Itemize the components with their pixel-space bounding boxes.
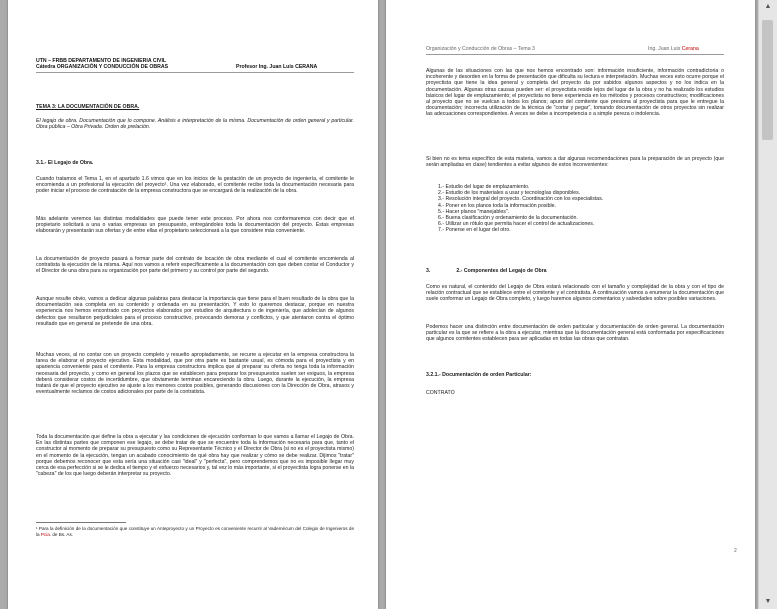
- professor-header: Profesor Ing. Juan Luis CERANA: [236, 64, 318, 70]
- course-header: Cátedra ORGANIZACIÓN Y CONDUCCIÓN DE OBRAS: [36, 64, 169, 70]
- running-author-surname: Cerana: [681, 46, 699, 52]
- paragraph: Aunque resulte obvio, vamos a dedicar algunas palabras para destacar la importancia que tiene para el buen resultado de la obra que la documentación sea completa en su contenido y ordenada en su presentación. Y esto lo queremos destacar, porque en nuestra experiencia nos hemos encontrado con proyectos elaborados por estudios de arquitectura o de ingeniería, que adolecían de algunos defectos que resultaron perjudiciales para el proceso constructivo, provocando demoras y conflictos, y que atentaron contra el óptimo resultado que en general se pretende de una obra.: [36, 296, 354, 327]
- footnote-text: ¹ Para la definición de la documentación que constituye un Anteproyecto y un Proyecto es conveniente recurrir al Vademécum del Colegio de Ingenieros de la: [36, 526, 354, 537]
- section-heading: 3.1.- El Legajo de Obra.: [36, 160, 94, 166]
- document-page-2: [386, 0, 755, 609]
- document-page-1: [8, 0, 378, 609]
- paragraph: Algunas de las situaciones con las que nos hemos encontrado son: información insuficiente, información contradictoria o incoherente y desorden en la forma de presentación que dificulta su lectura e interpretación. Muchas veces esto ocurre porque el proyectista que tiene la idea general y completa del proyecto da por sabidos algunos aspectos y no los indica en la documentación. Algunas otras causas pueden ser: el proyectista reside lejos del lugar de la obra y no ha realizado los estudios básicos del lugar de emplazamiento; el proyectista no tiene experiencia en los métodos y procesos constructivos; modificaciones al proyecto que no se vuelcan a todos los planos; apuro del comitente que presiona al proyectista para que le entregue la documentación; incorrecta utilización de la técnica de "cortar y pegar", tomando documentación de otros proyectos sin realizar las adecuaciones correspondientes. A veces se debe a incompetencia o a simple pereza o indolencia.: [426, 68, 724, 118]
- page-number: 2: [734, 548, 737, 554]
- paragraph: Si bien no es tema específico de esta materia, vamos a dar algunas recomendaciones para la preparación de un proyecto (que serán ampliadas en clase) tendientes a evitar algunos de estos inconvenientes:: [426, 156, 724, 169]
- section-number: 3.: [426, 268, 431, 274]
- topic-subtitle: El legajo de obra. Documentación que lo compone. Análisis e interpretación de la misma. Documentación de orden general y particular. Obra pública – Obra Privada. Orden de prelación.: [36, 118, 354, 131]
- footnote-divider: [36, 522, 126, 523]
- running-author: [648, 46, 699, 52]
- section-heading: [426, 268, 724, 274]
- header-divider: [426, 54, 724, 55]
- page-title: TEMA 3: LA DOCUMENTACIÓN DE OBRA.: [36, 104, 140, 110]
- list-item: 2.- Estudio de los materiales a usar y tecnologías disponibles.: [438, 190, 581, 197]
- footnote-text-end: . de Bs. As.: [49, 531, 74, 537]
- paragraph: Podemos hacer una distinción entre documentación de orden particular y documentación de orden general. La documentación particular es la que se refiere a la obra a ejecutar, mientras que la documentación general está conformada por especificaciones que algunos comitentes establecen para ser aplicadas en todas las obras que contratan.: [426, 324, 724, 343]
- scroll-down-arrow-icon[interactable]: ▼: [764, 598, 772, 605]
- paragraph: Más adelante veremos las distintas modalidades que puede tener este proceso. Por ahora nos conformaremos con decir que el propietario solicitará a una o varias empresas un presupuesto, entregándoles toda la documentación del proyecto. Éstas empresas elaborarán y presentarán sus ofertas y de entre ellas el propietario seleccionará a la que considere más conveniente.: [36, 216, 354, 235]
- subsection-heading: 3.2.1.- Documentación de orden Particular:: [426, 372, 532, 378]
- footnote: [36, 526, 354, 537]
- contract-label: CONTRATO: [426, 390, 455, 396]
- scrollbar-thumb[interactable]: [762, 20, 773, 140]
- list-item: 1.- Estudio del lugar de emplazamiento.: [438, 184, 530, 190]
- recommendations-list: [438, 184, 718, 234]
- paragraph: Muchas veces, al no contar con un proyecto completo y resuelto apropiadamente, se recurre a ejecutar en la empresa constructora la tarea de elaborar el proyecto ejecutivo. Esta modalidad, que por otra parte es bastante usual, es cómoda para el proyectista y en apariencia conveniente para el comitente. Para la empresa constructora implica que al preparar su oferta no tenga toda la información necesaria del proyecto, y como en general los plazos que se establecen para preparar los presupuestos suelen ser exiguos, la empresa deberá considerar costos de incertidumbre, que obviamente terminan encareciendo la obra. Luego, durante la ejecución, la empresa tratará de que el proyecto ejecutivo se ajuste a los menores costos posibles, generando discusiones con la Dirección de Obra, atrasos y eventualmente reclamos de costos adicionales por parte de la contratista.: [36, 352, 354, 396]
- institution-header: UTN – FRBB DEPARTAMENTO DE INGENIERIA CIVIL: [36, 58, 167, 64]
- vertical-scrollbar[interactable]: [758, 0, 777, 609]
- paragraph: Toda la documentación que define la obra a ejecutar y las condiciones de ejecución conforman lo que vamos a llamar el Legajo de Obra. En las distintas partes que componen ese legajo, se debe tratar de que se encuentre toda la información necesaria para que, tanto el constructor al momento de preparar su presupuesto como su Representante Técnico y el Director de Obra (si no es el proyectista mismo) en el momento de la ejecución, tengan un acabado conocimiento de qué obra hay que realizar y cómo se debe realizar. Dijimos "tratar" porque debemos reconocer que esta sería una situación casi "ideal" y "perfecta", pero comprendemos que no es imposible llegar muy cerca de esa perfección si se le dedica el tiempo y el esfuerzo necesarios y, tal vez lo más importante, si el proyectista logra ponerse en la "cabeza" de los que luego deberán interpretar su proyecto.: [36, 434, 354, 478]
- paragraph: Cuando tratamos el Tema 1, en el apartado 1.6 vimos que en los inicios de la gestación de un proyecto de ingeniería, el comitente le encomienda a un profesional la ejecución del proyecto¹. Una vez elaborado, el comitente recibe toda la documentación necesaria para poder iniciar el proceso de contratación de la empresa constructora que se encargará de la realización de la obra.: [36, 176, 354, 195]
- paragraph: La documentación de proyecto pasará a formar parte del contrato de locación de obra mediante el cual el comitente encomienda al contratista la ejecución de la misma. Aquí nos vamos a referir específicamente a la documentación con que deben contar el Conductor y el Director de una obra para su organización por parte del primero y su control por parte del segundo.: [36, 256, 354, 275]
- list-item: 7.- Ponerse en el lugar del otro.: [438, 227, 511, 234]
- list-item: 6.- Buena clasificación y ordenamiento de la documentación.: [438, 215, 578, 222]
- list-item: 4.- Poner en los planos toda la información posible.: [438, 202, 556, 209]
- running-author-name: Ing. Juan Luis: [648, 46, 682, 52]
- footnote-highlight: Pcia: [40, 531, 50, 537]
- list-item: 3.- Resolución integral del proyecto. Coordinación con los especialistas.: [438, 196, 604, 203]
- scroll-up-arrow-icon[interactable]: ▲: [764, 3, 772, 10]
- header-divider: [36, 72, 354, 73]
- list-item: 5.- Hacer planos "manejables".: [438, 208, 510, 215]
- paragraph: Como es natural, el contenido del Legajo de Obra estará relacionado con el tamaño y complejidad de la obra y con el tipo de relación contractual que se establece entre el comitente y el contratista. A continuación vamos a enumerar la documentación que suele conformar un Legajo de Obra completo, y luego haremos algunos comentarios y salvedades sobre posibles variaciones.: [426, 284, 724, 303]
- list-item: 6.- Utilizar un rótulo que permita hacer el control de actualizaciones.: [438, 221, 595, 228]
- section-title: 2.- Componentes del Legajo de Obra: [456, 268, 547, 274]
- running-title: Organización y Conducción de Obras – Tema 3: [426, 46, 535, 52]
